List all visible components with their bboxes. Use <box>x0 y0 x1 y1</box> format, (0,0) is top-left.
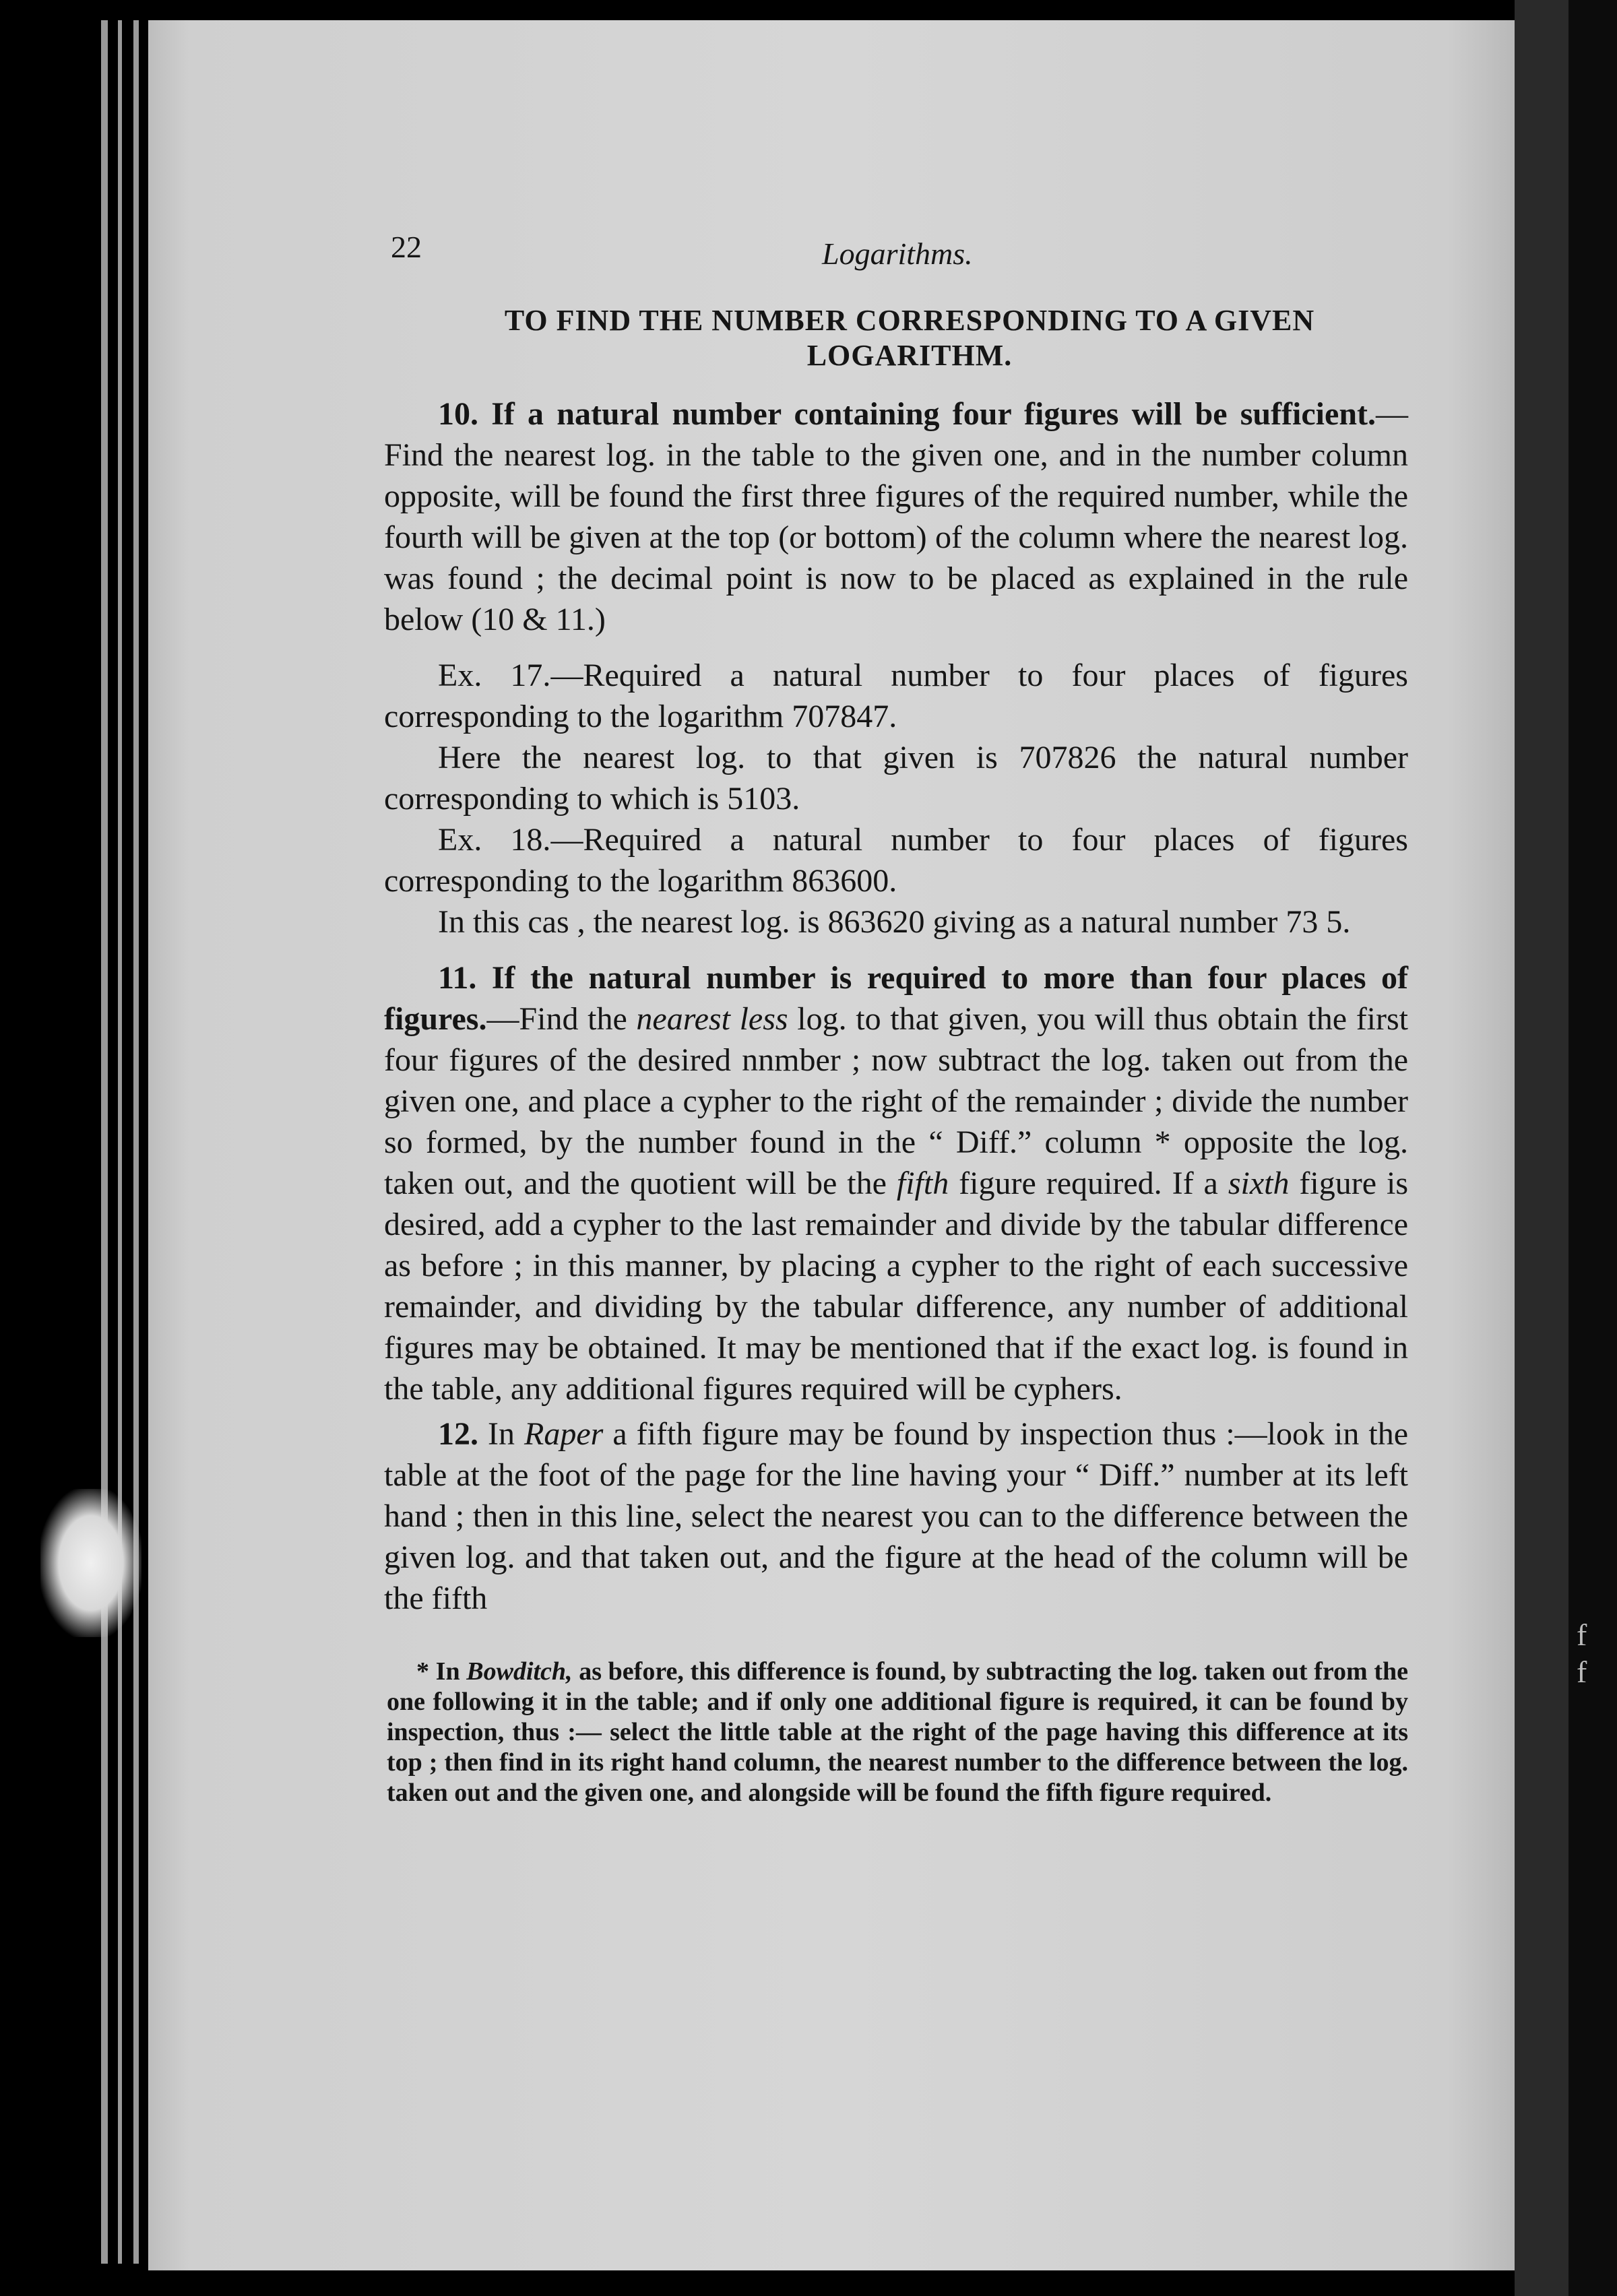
emphasis: Bowditch, <box>466 1657 573 1686</box>
paragraph-text: log. to that given, you will thus obtain the first four figures of the desired nnmber ; now subtract the log. taken out from the given one, and place a cypher to the right of the remainder ; divide the number so formed, by the number found in the “ Diff.” column * opposite the log. taken out, and the quotient will be the <box>384 1001 1409 1201</box>
example-18 <box>384 819 1408 901</box>
paragraph-number: 11. <box>438 960 477 996</box>
emphasis: Raper <box>524 1416 604 1452</box>
binding-shadow <box>1515 0 1568 2296</box>
paragraph-10 <box>384 393 1408 640</box>
emphasis: nearest less <box>636 1001 788 1037</box>
example-label: Ex. 18. <box>438 822 551 858</box>
paragraph-text: figure required. If a <box>949 1166 1228 1201</box>
paragraph-number: 12. <box>438 1416 478 1452</box>
example-18-answer: In this cas , the nearest log. is 863620 giving as a natural number 73 5. <box>438 904 1351 940</box>
paragraph-text: In <box>478 1416 525 1452</box>
running-head <box>384 222 1408 276</box>
facing-page-letter: f <box>1577 1655 1587 1689</box>
paragraph-number: 10. <box>438 396 478 432</box>
paragraph-text: figure is desired, add a cypher to the last remainder and divide by the tabular difference as before ; in this manner, by placing a cypher to the right of each successive remainder, and dividing by the tabular difference, any number of additional figures may be obtained. It may be mentioned that if the exact log. is found in the table, any additional figures required will be cyphers. <box>384 1166 1409 1407</box>
footnote-text: as before, this difference is found, by subtracting the log. taken out from the one following it in the table; and if only one additional figure is required, it can be found by inspection, thus :— select the little table at the right of the page having this difference at its top ; then find in its right hand column, the nearest number to the difference between the log. taken out and the given one, and alongside will be found the fifth figure required. <box>387 1657 1408 1807</box>
paragraph-text: —Find the <box>486 1001 637 1037</box>
emphasis: sixth <box>1228 1166 1290 1201</box>
paragraph-text: a fifth figure may be found by inspection thus :—look in the table at the foot of the page for the line having your “ Diff.” number at its left hand ; then in this line, select the nearest you can to the difference between the given log. and that taken out, and the figure at the head of the column will be the fifth <box>384 1416 1409 1616</box>
page-number: 22 <box>391 230 422 264</box>
page-edge <box>118 20 122 2264</box>
paragraph-text: —Find the nearest log. in the table to the given one, and in the number column opposite, will be found the first three figures of the required number, while the fourth will be given at the top (or bottom) of the column where the nearest log. was found ; the decimal point is now to be placed as explained in the rule below (10 & 11.) <box>384 396 1409 637</box>
example-text: —Required a natural number to four places of figures corresponding to the logarithm 707847. <box>384 658 1408 734</box>
footnote <box>384 1657 1408 1808</box>
paragraph-heading: If a natural number containing four figures will be sufficient. <box>491 396 1376 432</box>
paper-damage <box>40 1489 141 1637</box>
example-text: —Required a natural number to four places of figures corresponding to the logarithm 863600. <box>384 822 1408 899</box>
example-label: Ex. 17. <box>438 658 551 693</box>
paragraph-11 <box>384 957 1408 1409</box>
example-17 <box>384 655 1408 737</box>
example-17-answer: Here the nearest log. to that given is 707826 the natural number corresponding to which is 5103. <box>384 740 1408 817</box>
footnote-marker: * In <box>416 1657 467 1686</box>
page-header-title: Logarithms. <box>822 236 973 271</box>
section-heading: TO FIND THE NUMBER CORRESPONDING TO A GIVEN LOGARITHM. <box>504 304 1315 372</box>
paragraph-12 <box>384 1413 1408 1619</box>
emphasis: fifth <box>896 1166 949 1201</box>
page-content <box>384 222 1408 1808</box>
facing-page-letter: f <box>1577 1618 1587 1652</box>
facing-page-fragment <box>1568 0 1617 2296</box>
page-edge <box>133 20 139 2264</box>
page-edge <box>101 20 108 2264</box>
paragraph-heading: If the natural number is required to more than four places of figures. <box>384 960 1409 1037</box>
